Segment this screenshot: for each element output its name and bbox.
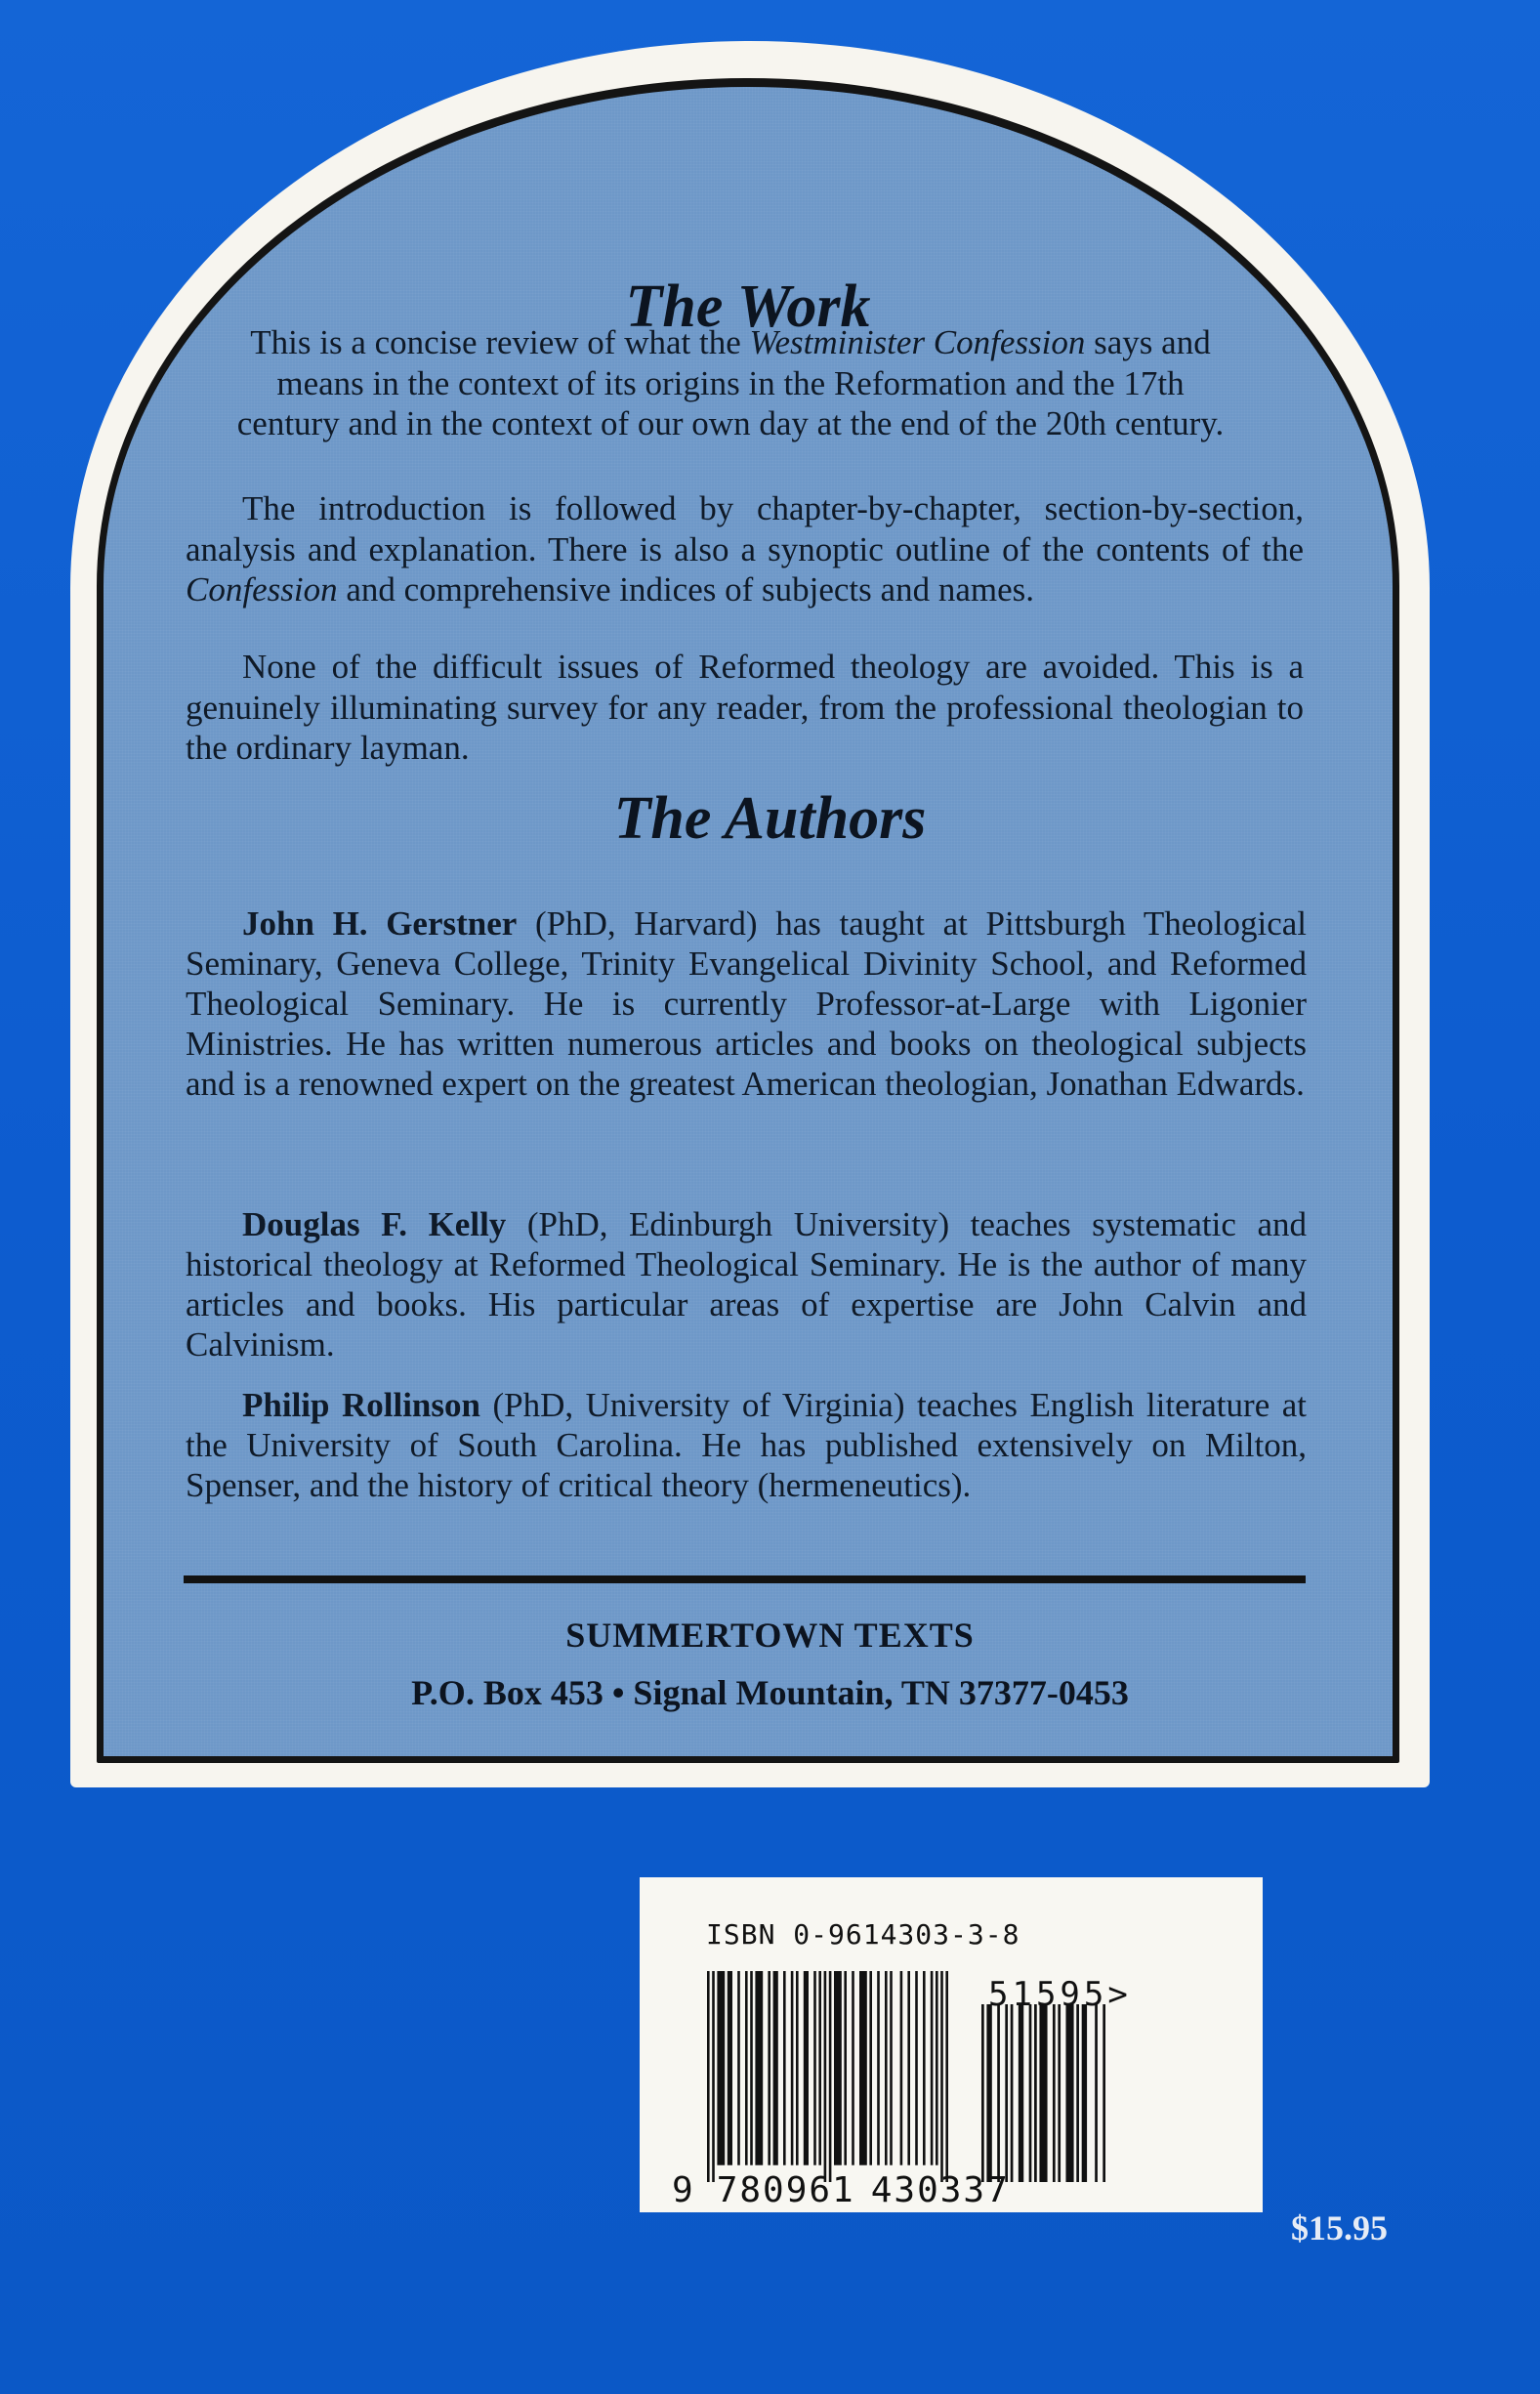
work-paragraph-2 [186,488,1304,610]
ean-right-digits: 430337 [870,2170,1010,2210]
publisher-address: P.O. Box 453 • Signal Mountain, TN 37377-0453 [411,1673,1129,1712]
author-bio-text: (PhD, Edinburgh University) teaches systematic and historical theology at Reformed Theological Seminary. He is the author of many articles and books. His particular areas of expertise are John Calvin and Calvinism. [186,1205,1307,1364]
ean-number [672,2170,1010,2210]
barcode-label [640,1877,1263,2212]
author-bio-text: (PhD, University of Virginia) teaches English literature at the University of South Carolina. He has published extensively on Milton, Spenser, and the history of critical theory (hermeneutics). [186,1386,1307,1504]
ean-barcode-icon [707,1971,948,2182]
work-p3-text: None of the difficult issues of Reformed theology are avoided. This is a genuinely illuminating survey for any reader, from the professional theologian to the ordinary layman. [186,648,1304,767]
author-bio-2 [186,1204,1307,1365]
author-bio-3 [186,1385,1307,1505]
work-p2-text-end: and comprehensive indices of subjects and names. [337,570,1034,609]
work-p1-italic-title: Westminister Confession [749,323,1086,361]
work-paragraph-3 [186,647,1304,769]
price-addon-code: 51595> [988,1975,1132,2014]
author-name: Douglas F. Kelly [242,1205,507,1243]
work-heading: The Work [625,273,871,340]
author-bio-1 [186,903,1307,1104]
ean-first-digit: 9 [672,2170,695,2210]
author-bio-text: (PhD, Harvard) has taught at Pittsburgh Theological Seminary, Geneva College, Trinity Evangelical Divinity School, and Reformed Theological Seminary. He is currently Professor-at-Large with Ligonier Ministries. He has written numerous articles and books on theological subjects and is a renowned expert on the greatest American theologian, Jonathan Edwards. [186,904,1307,1103]
price-label: $15.95 [1291,2208,1388,2247]
work-p1-text-start: This is a concise review of what the [250,323,750,361]
isbn-number: ISBN 0-9614303-3-8 [706,1918,1020,1951]
ean-left-digits: 780961 [716,2170,855,2210]
author-name: Philip Rollinson [242,1386,480,1424]
author-name: John H. Gerstner [242,904,518,943]
work-p1-text-end: says and means in the context of its origins in the Reformation and the 17th century and in the context of our own day at the end of the 20th century. [236,323,1225,442]
divider-rule [184,1575,1306,1583]
work-p2-text-start: The introduction is followed by chapter-by-chapter, section-by-section, analysis and explanation. There is also a synoptic outline of the contents of the [186,489,1304,568]
work-paragraph-1 [232,322,1228,444]
price-addon-barcode-icon [981,2004,1105,2182]
work-p2-italic-title: Confession [186,570,338,609]
publisher-name: SUMMERTOWN TEXTS [565,1616,975,1655]
authors-heading: The Authors [613,785,927,852]
